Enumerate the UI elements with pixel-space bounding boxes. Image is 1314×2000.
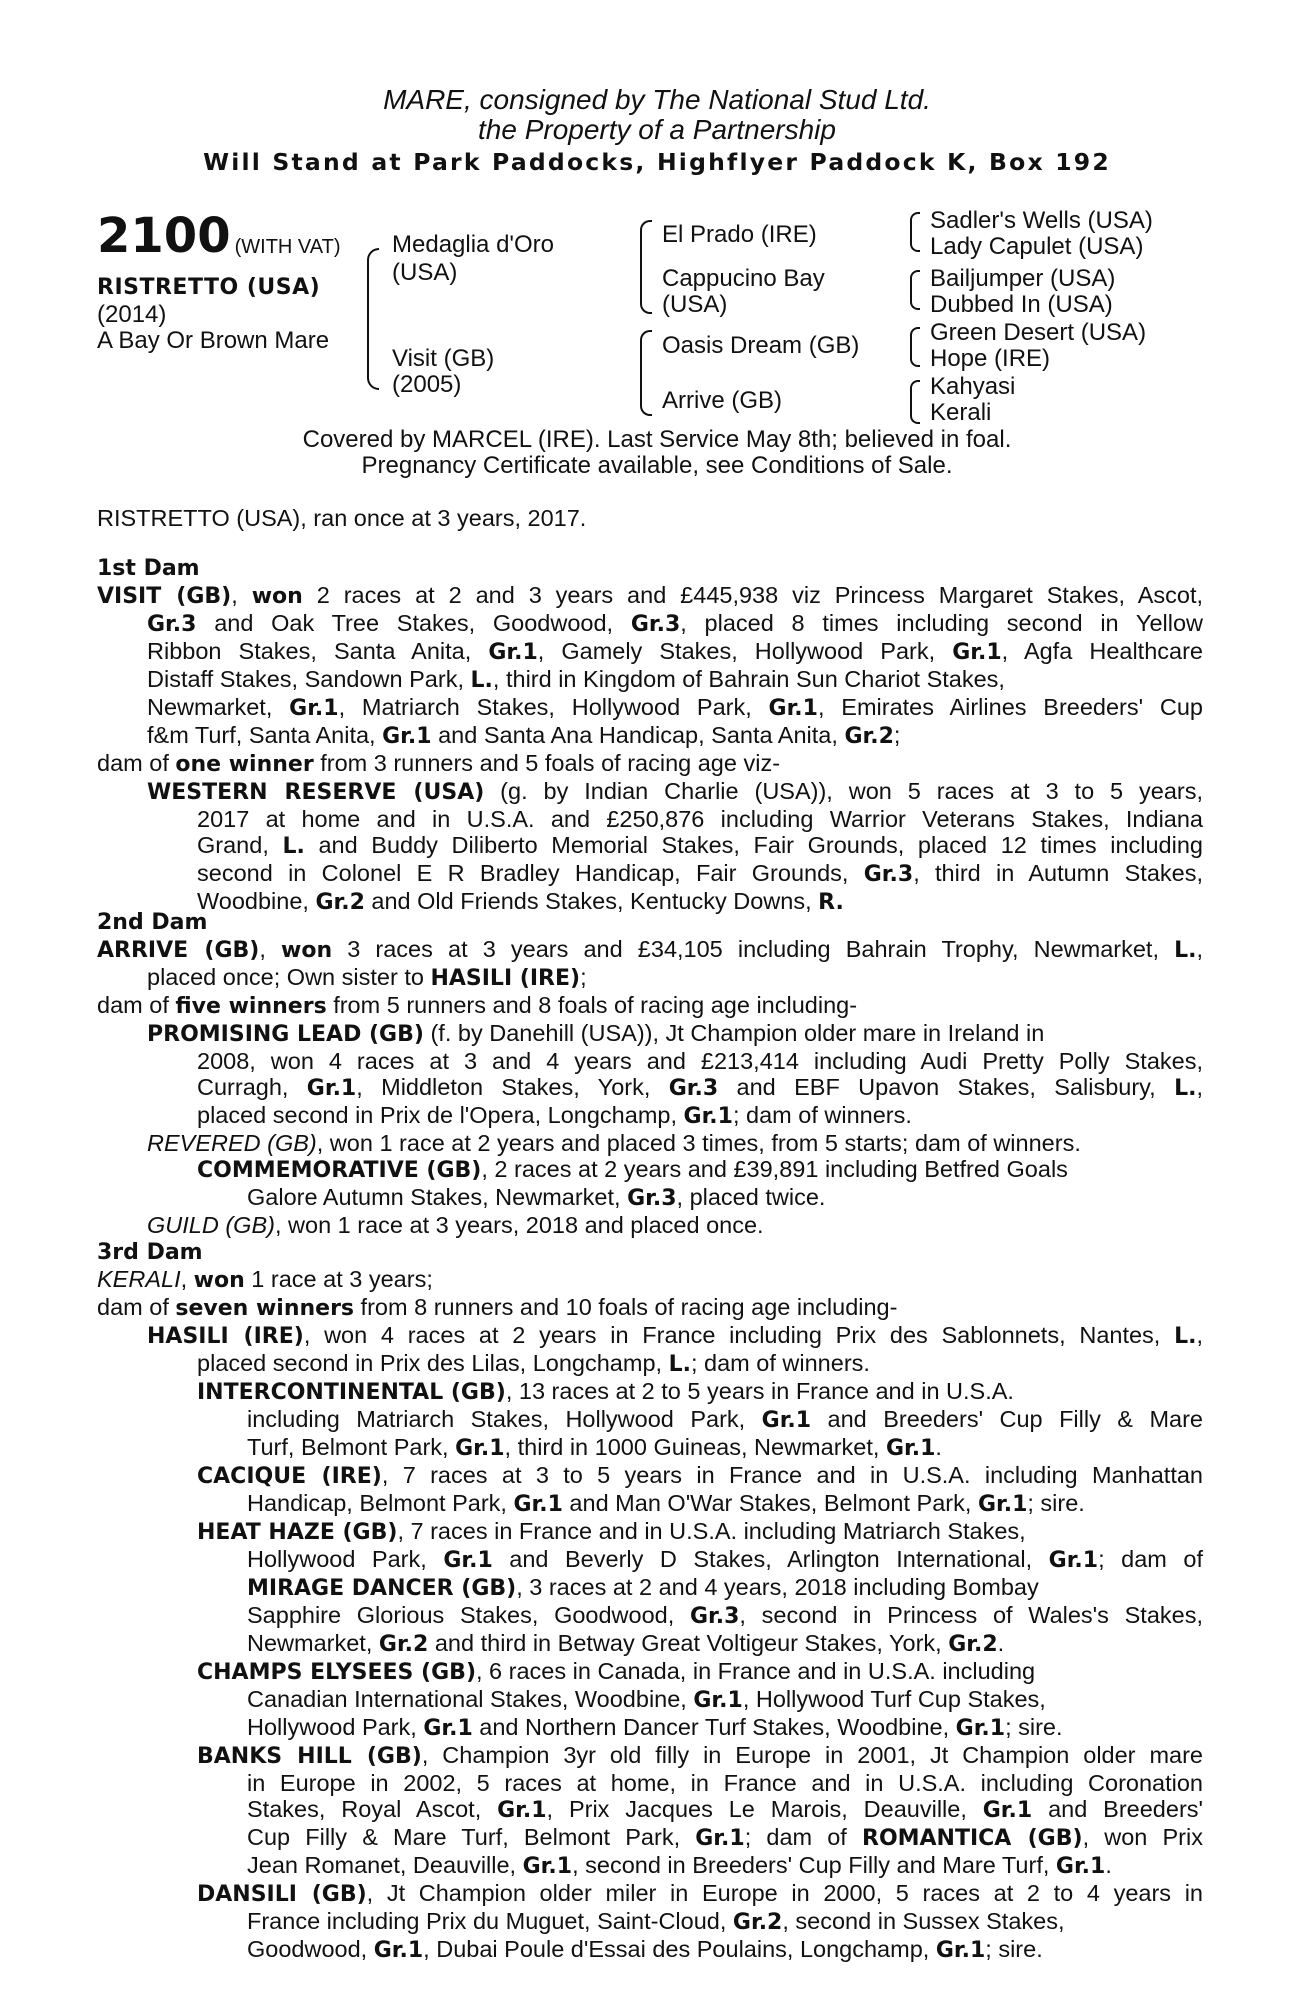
dam3-line xyxy=(97,1630,1203,1658)
bold-text: Gr.1 xyxy=(443,1548,493,1573)
text-run: 2017 at home and in U.S.A. and £250,876 including Warrior Veterans Stakes, Indiana xyxy=(197,806,1203,832)
italic-text: REVERED (GB) xyxy=(147,1130,317,1156)
text-run: , second in Breeders' Cup Filly and Mare Turf, xyxy=(572,1852,1056,1878)
gg-bracket-4 xyxy=(910,380,920,424)
text-run: dam of xyxy=(97,1294,176,1320)
sire-bracket xyxy=(367,248,379,348)
bold-text: Gr.1 xyxy=(952,640,1002,665)
bold-text: Gr.1 xyxy=(977,1492,1028,1517)
bold-text: Gr.2 xyxy=(315,890,365,915)
bold-text: Gr.1 xyxy=(1055,1854,1106,1879)
text-run: Hollywood Park, xyxy=(247,1546,444,1572)
text-run: ; xyxy=(580,964,587,990)
dam3-line xyxy=(97,1936,1203,1964)
sire-name: Medaglia d'Oro xyxy=(392,231,554,258)
text-run: Goodwood, xyxy=(247,1936,374,1962)
bold-text: Gr.3 xyxy=(668,1076,719,1101)
dam3-line xyxy=(97,1462,1203,1490)
bold-text: HASILI (IRE) xyxy=(430,966,581,991)
property-line: the Property of a Partnership xyxy=(478,114,836,145)
dam2-line xyxy=(97,1156,1203,1184)
text-run: and Breeders' xyxy=(1032,1796,1204,1822)
bold-text: Gr.2 xyxy=(844,724,894,749)
dam-year: (2005) xyxy=(392,371,462,398)
bold-text: Gr.1 xyxy=(382,724,432,749)
dam1-line xyxy=(97,750,1203,778)
text-run: , Emirates Airlines Breeders' Cup xyxy=(817,694,1203,720)
first-dam-heading: 1st Dam xyxy=(97,556,200,581)
dam1-line xyxy=(97,666,1203,694)
bold-text: Gr.1 xyxy=(455,1436,505,1461)
text-run: and third in Betway Great Voltigeur Stakes, York, xyxy=(428,1630,949,1656)
bold-text: Gr.1 xyxy=(488,640,538,665)
dam3-line xyxy=(97,1266,1203,1294)
dam1-line xyxy=(97,832,1203,860)
text-run: , placed 8 times including second in Yellow xyxy=(680,610,1203,636)
bold-text: Gr.3 xyxy=(689,1604,740,1629)
dam1-line xyxy=(97,582,1203,610)
bold-text: VISIT (GB) xyxy=(97,584,232,609)
dam3-line xyxy=(97,1406,1203,1434)
bold-text: won xyxy=(251,584,303,609)
bold-text: INTERCONTINENTAL (GB) xyxy=(197,1380,506,1405)
text-run: from 3 runners and 5 foals of racing age viz- xyxy=(313,750,781,776)
second-dam-section xyxy=(97,910,1203,1238)
first-dam-section xyxy=(97,556,1203,916)
text-run: 2 races at 2 and 3 years and £445,938 viz Princess Margaret Stakes, Ascot, xyxy=(302,582,1204,608)
dam3-line xyxy=(97,1294,1203,1322)
text-run: , won Prix xyxy=(1082,1824,1203,1850)
gg-3: Bailjumper (USA) xyxy=(930,265,1116,292)
text-run: , Prix Jacques Le Marois, Deauville, xyxy=(546,1796,983,1822)
text-run: France including Prix du Muguet, Saint-Cloud, xyxy=(247,1908,733,1934)
bold-text: BANKS HILL (GB) xyxy=(197,1744,422,1769)
bold-text: L. xyxy=(1174,1324,1197,1349)
gg-6: Hope (IRE) xyxy=(930,345,1051,372)
text-run: ; dam of xyxy=(744,1824,862,1850)
text-run: and Old Friends Stakes, Kentucky Downs, xyxy=(364,888,819,914)
text-run: . xyxy=(997,1630,1005,1656)
text-run: , won 1 race at 2 years and placed 3 times, from 5 starts; dam of winners. xyxy=(316,1130,1081,1156)
text-run: , won 4 races at 2 years in France including Prix des Sablonnets, Nantes, xyxy=(303,1322,1175,1348)
text-run: Newmarket, xyxy=(147,694,290,720)
bold-text: COMMEMORATIVE (GB) xyxy=(197,1158,482,1183)
text-run: ; sire. xyxy=(1027,1490,1085,1516)
bold-text: Gr.1 xyxy=(423,1716,473,1741)
dam3-line xyxy=(97,1434,1203,1462)
dam-name: Visit (GB) xyxy=(392,345,495,372)
gg-bracket-1 xyxy=(910,212,920,252)
text-run: (f. by Danehill (USA)), Jt Champion older mare in Ireland in xyxy=(423,1020,1045,1046)
text-run: , 6 races in Canada, in France and in U.S.A. including xyxy=(476,1658,1036,1684)
text-run: 1 race at 3 years; xyxy=(244,1266,433,1292)
third-dam-section xyxy=(97,1240,1203,1964)
bold-text: L. xyxy=(1174,1076,1197,1101)
text-run: , xyxy=(1196,1074,1203,1100)
dam1-line xyxy=(97,778,1203,806)
text-run: Galore Autumn Stakes, Newmarket, xyxy=(247,1184,628,1210)
text-run: ; sire. xyxy=(985,1936,1043,1962)
bold-text: Gr.1 xyxy=(373,1938,424,1963)
dam-dam: Arrive (GB) xyxy=(662,387,782,414)
bold-text: Gr.1 xyxy=(768,696,818,721)
lot-number: 2100 xyxy=(97,208,231,264)
text-run: , 7 races in France and in U.S.A. including Matriarch Stakes, xyxy=(397,1518,1026,1544)
dam-line-bracket xyxy=(640,330,652,416)
text-run: 2008, won 4 races at 3 and 4 years and £213,414 including Audi Pretty Polly Stakes, xyxy=(197,1048,1203,1074)
dam3-line xyxy=(97,1658,1203,1686)
text-run: ; dam of xyxy=(1098,1546,1203,1572)
bold-text: Gr.1 xyxy=(935,1938,986,1963)
bold-text: Gr.1 xyxy=(306,1076,357,1101)
gg-4: Dubbed In (USA) xyxy=(930,291,1113,318)
text-run: ; dam of winners. xyxy=(690,1350,870,1376)
vat-note: (WITH VAT) xyxy=(234,236,341,259)
text-run: placed once; Own sister to xyxy=(147,964,431,990)
text-run: Newmarket, xyxy=(247,1630,379,1656)
bold-text: Gr.3 xyxy=(863,862,914,887)
bold-text: Gr.1 xyxy=(1048,1548,1099,1573)
dam3-line xyxy=(97,1546,1203,1574)
text-run: and Breeders' Cup Filly & Mare xyxy=(811,1406,1203,1432)
text-run: in Europe in 2002, 5 races at home, in France and in U.S.A. including Coronation xyxy=(247,1770,1203,1796)
text-run: Cup Filly & Mare Turf, Belmont Park, xyxy=(247,1824,696,1850)
sire-dam-origin: (USA) xyxy=(662,291,728,318)
second-dam-text xyxy=(97,936,1203,1238)
dam2-line xyxy=(97,1130,1203,1156)
text-run: , Dubai Poule d'Essai des Poulains, Longchamp, xyxy=(423,1936,936,1962)
bold-text: Gr.3 xyxy=(147,612,197,637)
text-run: Handicap, Belmont Park, xyxy=(247,1490,514,1516)
text-run: and Santa Ana Handicap, Santa Anita, xyxy=(431,722,845,748)
bold-text: five winners xyxy=(175,994,327,1019)
text-run: Stakes, Royal Ascot, xyxy=(247,1796,498,1822)
dam3-line xyxy=(97,1602,1203,1630)
text-run: , 7 races at 3 to 5 years in France and in U.S.A. including Manhattan xyxy=(381,1462,1203,1488)
text-run: including Matriarch Stakes, Hollywood Park, xyxy=(247,1406,762,1432)
second-dam-heading: 2nd Dam xyxy=(97,910,208,935)
text-run: , placed twice. xyxy=(676,1184,826,1210)
bold-text: R. xyxy=(818,890,844,915)
gg-bracket-2 xyxy=(910,270,920,310)
dam2-line xyxy=(97,1212,1203,1238)
dam3-line xyxy=(97,1742,1203,1770)
text-run: Curragh, xyxy=(197,1074,307,1100)
dam2-line xyxy=(97,1074,1203,1102)
dam3-line xyxy=(97,1350,1203,1378)
foaling-year: (2014) xyxy=(97,301,167,328)
bold-text: Gr.1 xyxy=(982,1798,1033,1823)
italic-text: KERALI xyxy=(97,1266,181,1292)
text-run: ; dam of winners. xyxy=(732,1102,912,1128)
text-run: . xyxy=(935,1434,942,1460)
text-run: , Matriarch Stakes, Hollywood Park, xyxy=(338,694,769,720)
bold-text: Gr.1 xyxy=(289,696,339,721)
first-dam-text xyxy=(97,582,1203,916)
dam2-line xyxy=(97,992,1203,1020)
bold-text: Gr.1 xyxy=(695,1826,745,1851)
dam1-line xyxy=(97,638,1203,666)
dam2-line xyxy=(97,1020,1203,1048)
text-run: Woodbine, xyxy=(197,888,316,914)
text-run: Sapphire Glorious Stakes, Goodwood, xyxy=(247,1602,690,1628)
text-run: , Middleton Stakes, York, xyxy=(356,1074,669,1100)
bold-text: Gr.2 xyxy=(948,1632,998,1657)
text-run: , Jt Champion older miler in Europe in 2000, 5 races at 2 to 4 years in xyxy=(366,1880,1203,1906)
dam1-line xyxy=(97,806,1203,832)
text-run: from 5 runners and 8 foals of racing age including- xyxy=(326,992,858,1018)
text-run: 3 races at 3 years and £34,105 including Bahrain Trophy, Newmarket, xyxy=(332,936,1175,962)
text-run: , 13 races at 2 to 5 years in France and in U.S.A. xyxy=(505,1378,1014,1404)
bold-text: Gr.1 xyxy=(885,1436,936,1461)
gg-bracket-3 xyxy=(910,327,920,367)
pregnancy-note: Pregnancy Certificate available, see Conditions of Sale. xyxy=(361,452,953,479)
text-run: Grand, xyxy=(197,832,283,858)
text-run: , xyxy=(180,1266,194,1292)
text-run: and EBF Upavon Stakes, Salisbury, xyxy=(718,1074,1175,1100)
bold-text: Gr.1 xyxy=(683,1104,733,1129)
bold-text: Gr.1 xyxy=(761,1408,812,1433)
text-run: , second in Princess of Wales's Stakes, xyxy=(739,1602,1203,1628)
bold-text: Gr.3 xyxy=(630,612,681,637)
text-run: placed second in Prix des Lilas, Longchamp, xyxy=(197,1350,669,1376)
text-run: , xyxy=(1196,1322,1203,1348)
lot-block xyxy=(97,208,341,354)
text-run: and Buddy Diliberto Memorial Stakes, Fair Grounds, placed 12 times including xyxy=(304,832,1203,858)
bold-text: won xyxy=(281,938,333,963)
bold-text: Gr.1 xyxy=(955,1716,1006,1741)
bold-text: L. xyxy=(282,834,305,859)
bold-text: won xyxy=(193,1268,245,1293)
sire-line-bracket xyxy=(640,220,652,314)
horse-description: A Bay Or Brown Mare xyxy=(97,327,330,354)
text-run: , Champion 3yr old filly in Europe in 2001, Jt Champion older mare xyxy=(421,1742,1203,1768)
text-run: placed second in Prix de l'Opera, Longchamp, xyxy=(197,1102,684,1128)
text-run: dam of xyxy=(97,992,176,1018)
dam3-line xyxy=(97,1852,1203,1880)
dam2-line xyxy=(97,1102,1203,1130)
text-run: f&m Turf, Santa Anita, xyxy=(147,722,383,748)
text-run: , won 1 race at 3 years, 2018 and placed once. xyxy=(274,1212,764,1238)
text-run: , xyxy=(259,936,281,962)
text-run: , Hollywood Turf Cup Stakes, xyxy=(742,1686,1046,1712)
covered-by: Covered by MARCEL (IRE). Last Service May 8th; believed in foal. xyxy=(302,426,1012,453)
dam1-line xyxy=(97,694,1203,722)
bold-text: L. xyxy=(668,1352,691,1377)
race-record: RISTRETTO (USA), ran once at 3 years, 2017. xyxy=(97,505,587,531)
sire-sire: El Prado (IRE) xyxy=(662,221,817,248)
dam3-line xyxy=(97,1880,1203,1908)
text-run: and Man O'War Stakes, Belmont Park, xyxy=(562,1490,978,1516)
italic-text: GUILD (GB) xyxy=(147,1212,275,1238)
dam2-line xyxy=(97,936,1203,964)
bold-text: HEAT HAZE (GB) xyxy=(197,1520,398,1545)
dam2-line xyxy=(97,1184,1203,1212)
gg-1: Sadler's Wells (USA) xyxy=(930,207,1153,234)
horse-name: RISTRETTO (USA) xyxy=(97,275,321,300)
bold-text: CACIQUE (IRE) xyxy=(197,1464,382,1489)
bold-text: Gr.2 xyxy=(378,1632,429,1657)
bold-text: Gr.1 xyxy=(693,1688,743,1713)
bold-text: Gr.1 xyxy=(497,1798,547,1823)
dam3-line xyxy=(97,1908,1203,1936)
text-run: , second in Sussex Stakes, xyxy=(782,1908,1065,1934)
dam3-line xyxy=(97,1574,1203,1602)
text-run: Hollywood Park, xyxy=(247,1714,424,1740)
bold-text: PROMISING LEAD (GB) xyxy=(147,1022,424,1047)
bold-text: ARRIVE (GB) xyxy=(97,938,260,963)
text-run: Ribbon Stakes, Santa Anita, xyxy=(147,638,489,664)
dam-bracket xyxy=(367,346,379,390)
dam3-line xyxy=(97,1796,1203,1824)
dam-sire: Oasis Dream (GB) xyxy=(662,332,860,359)
dam2-line xyxy=(97,964,1203,992)
consignor-line: MARE, consigned by The National Stud Ltd. xyxy=(383,84,931,115)
dam1-line xyxy=(97,722,1203,750)
bold-text: L. xyxy=(470,668,493,693)
dam3-line xyxy=(97,1770,1203,1796)
text-run: , third in Kingdom of Bahrain Sun Chariot Stakes, xyxy=(492,666,1005,692)
sire-origin: (USA) xyxy=(392,259,458,286)
dam3-line xyxy=(97,1322,1203,1350)
gg-7: Kahyasi xyxy=(930,373,1016,400)
gg-2: Lady Capulet (USA) xyxy=(930,233,1144,260)
text-run: from 8 runners and 10 foals of racing age including- xyxy=(354,1294,898,1320)
dam3-line xyxy=(97,1714,1203,1742)
text-run: , 3 races at 2 and 4 years, 2018 including Bombay xyxy=(516,1574,1039,1600)
dam1-line xyxy=(97,860,1203,888)
text-run: and Oak Tree Stakes, Goodwood, xyxy=(196,610,631,636)
text-run: , third in Autumn Stakes, xyxy=(913,860,1203,886)
bold-text: seven winners xyxy=(175,1296,355,1321)
text-run: (g. by Indian Charlie (USA)), won 5 races at 3 to 5 years, xyxy=(484,778,1203,804)
text-run: second in Colonel E R Bradley Handicap, Fair Grounds, xyxy=(197,860,864,886)
text-run: dam of xyxy=(97,750,176,776)
bold-text: CHAMPS ELYSEES (GB) xyxy=(197,1660,476,1685)
bold-text: Gr.1 xyxy=(513,1492,563,1517)
bold-text: WESTERN RESERVE (USA) xyxy=(147,780,485,805)
bold-text: one winner xyxy=(175,752,314,777)
text-run: , 2 races at 2 years and £39,891 including Betfred Goals xyxy=(481,1156,1068,1182)
bold-text: Gr.2 xyxy=(732,1910,783,1935)
dam1-line xyxy=(97,610,1203,638)
dam3-line xyxy=(97,1824,1203,1852)
bold-text: Gr.1 xyxy=(522,1854,573,1879)
dam2-line xyxy=(97,1048,1203,1074)
bold-text: L. xyxy=(1174,938,1197,963)
gg-5: Green Desert (USA) xyxy=(930,319,1147,346)
text-run: ; sire. xyxy=(1005,1714,1063,1740)
dam3-line xyxy=(97,1490,1203,1518)
third-dam-text xyxy=(97,1266,1203,1964)
text-run: , xyxy=(231,582,252,608)
text-run: and Beverly D Stakes, Arlington International, xyxy=(492,1546,1049,1572)
bold-text: Gr.3 xyxy=(627,1186,677,1211)
gg-8: Kerali xyxy=(930,399,992,426)
dam3-line xyxy=(97,1378,1203,1406)
sire-dam-name: Cappucino Bay xyxy=(662,265,825,292)
stand-location: Will Stand at Park Paddocks, Highflyer Paddock K, Box 192 xyxy=(203,148,1111,176)
text-run: Turf, Belmont Park, xyxy=(247,1434,456,1460)
bold-text: ROMANTICA (GB) xyxy=(862,1826,1083,1851)
text-run: ; xyxy=(893,722,901,748)
text-run: , Gamely Stakes, Hollywood Park, xyxy=(537,638,953,664)
bold-text: MIRAGE DANCER (GB) xyxy=(247,1576,517,1601)
bold-text: DANSILI (GB) xyxy=(197,1882,367,1907)
dam3-line xyxy=(97,1686,1203,1714)
text-run: , third in 1000 Guineas, Newmarket, xyxy=(504,1434,886,1460)
bold-text: HASILI (IRE) xyxy=(147,1324,304,1349)
text-run: , xyxy=(1196,936,1204,962)
dam3-line xyxy=(97,1518,1203,1546)
text-run: . xyxy=(1105,1852,1112,1878)
text-run: , Agfa Healthcare xyxy=(1001,638,1203,664)
text-run: Canadian International Stakes, Woodbine, xyxy=(247,1686,694,1712)
text-run: and Northern Dancer Turf Stakes, Woodbine, xyxy=(472,1714,956,1740)
text-run: Distaff Stakes, Sandown Park, xyxy=(147,666,471,692)
third-dam-heading: 3rd Dam xyxy=(97,1240,203,1265)
text-run: Jean Romanet, Deauville, xyxy=(247,1852,523,1878)
